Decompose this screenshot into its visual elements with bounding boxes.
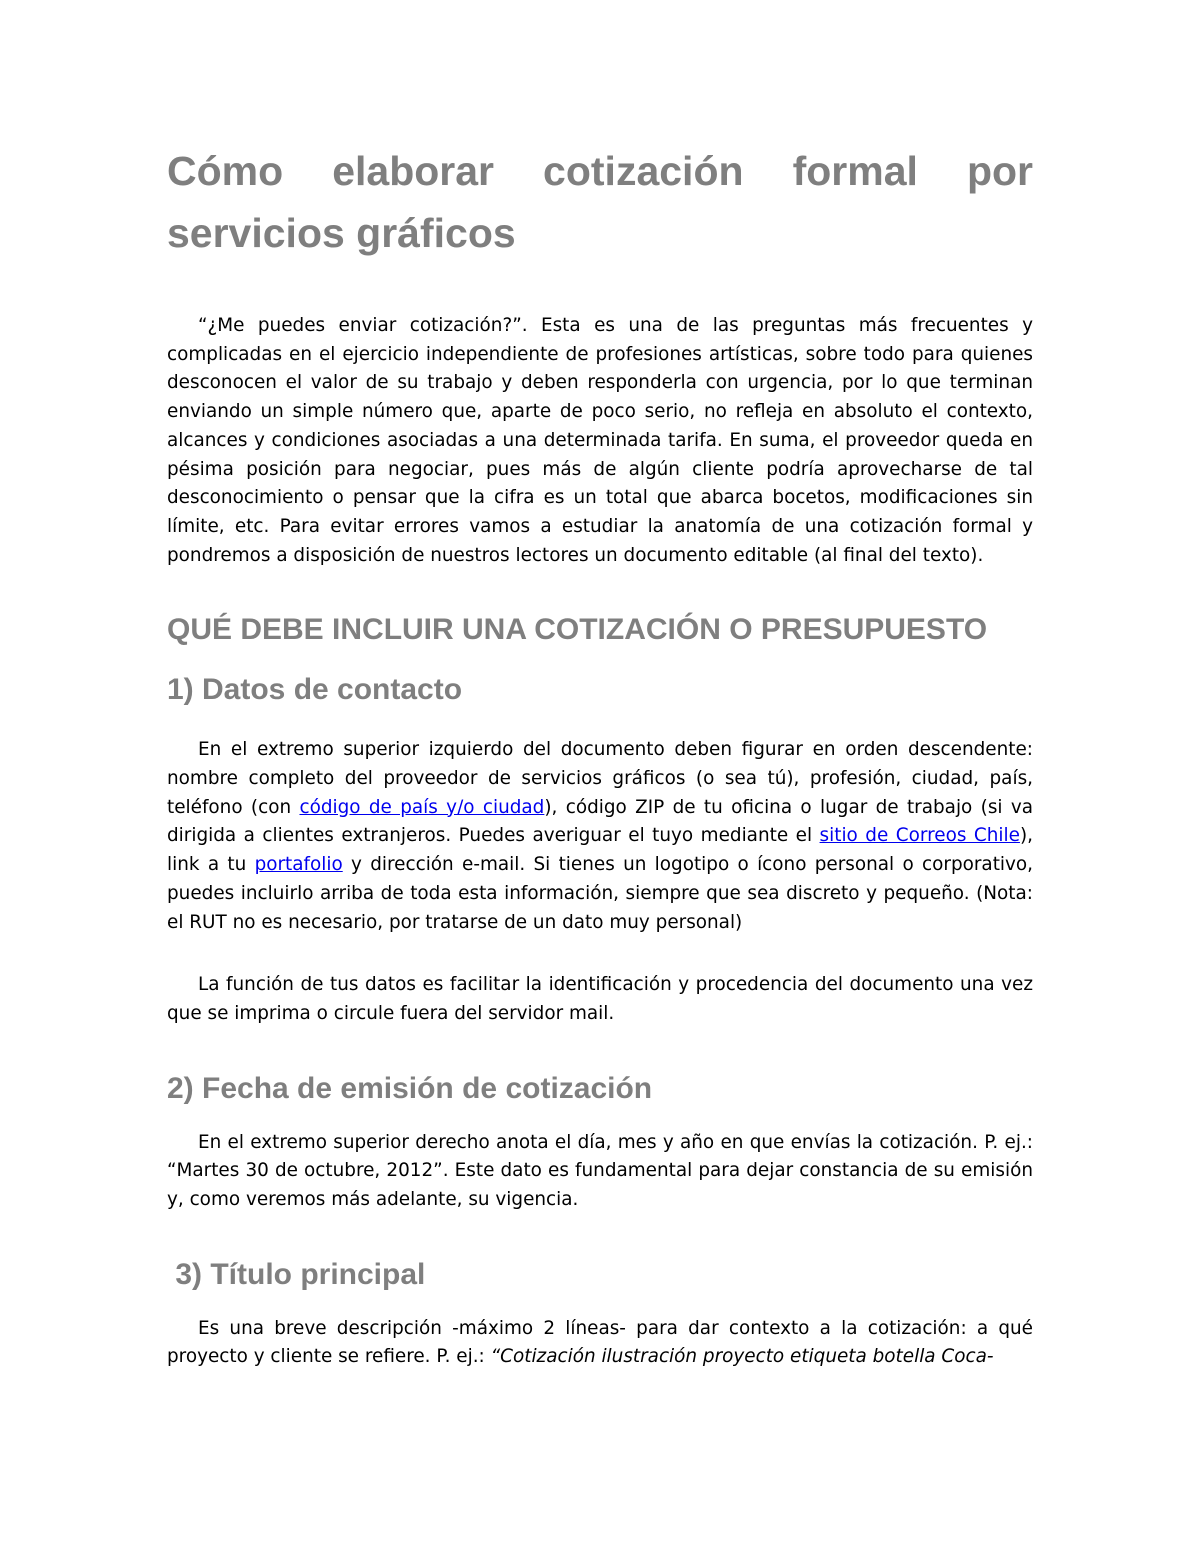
document-title: Cómo elaborar cotización formal por servicios gráficos	[167, 148, 1033, 256]
document-page	[167, 140, 1033, 1372]
main-title-paragraph	[167, 1315, 1033, 1372]
section-heading: QUÉ DEBE INCLUIR UNA COTIZACIÓN O PRESUPUESTO	[167, 613, 988, 647]
contact-function-paragraph: La función de tus datos es facilitar la identificación y procedencia del documento una vez que se imprima o circule fuera del servidor mail.	[167, 974, 1033, 1024]
heading-contact-data: 1) Datos de contacto	[167, 673, 463, 707]
country-code-link[interactable]: código de país y/o ciudad	[299, 796, 545, 818]
heading-issue-date: 2) Fecha de emisión de cotización	[167, 1071, 653, 1105]
portfolio-link[interactable]: portafolio	[254, 854, 343, 876]
issue-date-paragraph: En el extremo superior derecho anota el día, mes y año en que envías la cotización. P. ej.: “Martes 30 de octubre, 2012”. Este dato es fundamental para dejar constancia de su emisión y, como veremos más adelante, su vigencia.	[167, 1131, 1033, 1211]
contact-text-part-4: y dirección e-mail. Si tienes un logotipo o ícono personal o corporativo, puedes incluirlo arriba de toda esta información, siempre que sea discreto y pequeño. (Nota: el RUT no es necesario, por tratarse de un dato muy personal)	[167, 854, 1033, 933]
contact-text-part-3: ), link a tu	[167, 825, 1033, 876]
main-title-text: Es una breve descripción -máximo 2 líneas- para dar contexto a la cotización: a qué proyecto y cliente se refiere. P. ej.:	[167, 1317, 1033, 1368]
heading-main-title: 3) Título principal	[167, 1257, 426, 1291]
contact-text-part-2: ), código ZIP de tu oficina o lugar de trabajo (si va dirigida a clientes extranjeros. Puedes averiguar el tuyo mediante el	[167, 796, 1034, 847]
intro-paragraph: “¿Me puedes enviar cotización?”. Esta es una de las preguntas más frecuentes y complicadas en el ejercicio independiente de profesiones artísticas, sobre todo para quienes desconocen el valor de su trabajo y deben responderla con urgencia, por lo que terminan enviando un simple número que, aparte de poco serio, no refleja en absoluto el contexto, alcances y condiciones asociadas a una determinada tarifa. En suma, el proveedor queda en pésima posición para negociar, pues más de algún cliente podría aprovecharse de tal desconocimiento o pensar que la cifra es un total que abarca bocetos, modificaciones sin límite, etc. Para evitar errores vamos a estudiar la anatomía de una cotización formal y pondremos a disposición de nuestros lectores un documento editable (al final del texto).	[167, 315, 1033, 566]
main-title-example: “Cotización ilustración proyecto etiqueta botella Coca-	[490, 1346, 994, 1368]
contact-paragraph	[167, 736, 1033, 937]
correos-chile-link[interactable]: sitio de Correos Chile	[819, 825, 1020, 847]
contact-text-part-1: En el extremo superior izquierdo del documento deben figurar en orden descendente: nombre completo del proveedor de servicios gráficos (o sea tú), profesión, ciudad, país, teléfono (con	[167, 739, 1033, 818]
